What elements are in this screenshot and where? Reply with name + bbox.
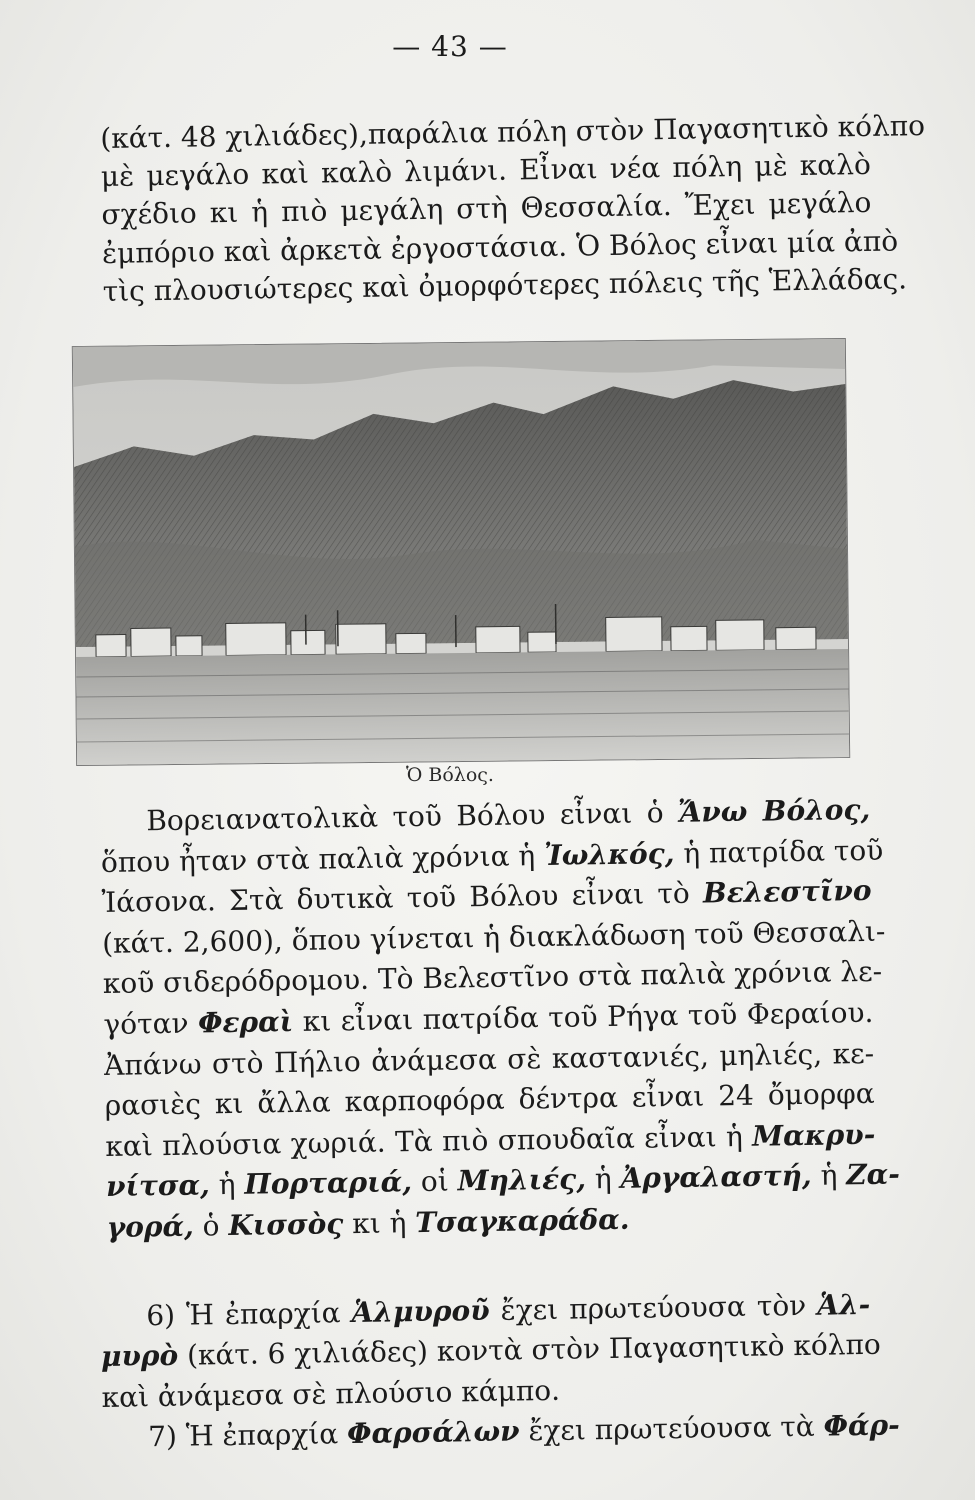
- paragraph-provinces: [100, 1285, 901, 1458]
- place-name: Τσαγκαράδα.: [415, 1202, 630, 1240]
- text-line: Ἀπάνω στὸ Πήλιο ἀνάμεσα σὲ καστανιές, μηλιές, κε-: [103, 1036, 875, 1082]
- place-name: Ἰωλκός,: [543, 836, 675, 872]
- text-run: ἡ: [585, 1162, 621, 1196]
- place-name: Ἁλ-: [816, 1287, 871, 1322]
- text-line: μὲ μεγάλο καὶ καλὸ λιμάνι. Εἶναι νέα πόλη μὲ καλὸ: [100, 148, 872, 194]
- place-name: Ἀργαλαστή,: [620, 1159, 812, 1196]
- volos-harbour-photo: [72, 338, 850, 766]
- text-line: τὶς πλουσιώτερες καὶ ὀμορφότερες πόλεις τῆς Ἑλλάδας.: [102, 262, 908, 308]
- text-run: γόταν: [103, 1006, 199, 1041]
- place-name: Φάρ-: [823, 1408, 901, 1443]
- text-run: ἡ πατρίδα τοῦ: [674, 833, 884, 870]
- place-name: Ἄνω Βόλος,: [677, 792, 871, 829]
- text-run: ὅπου ἦταν στὰ παλιὰ χρόνια ἡ: [100, 838, 545, 879]
- text-run: οἱ: [411, 1164, 458, 1199]
- text-run: κι εἶναι πατρίδα τοῦ Ρήγα τοῦ Φεραίου.: [292, 995, 874, 1038]
- text-run: 6) Ἡ ἐπαρχία: [146, 1296, 352, 1333]
- text-run: Ἰάσονα. Στὰ δυτικὰ τοῦ Βόλου εἶναι τὸ: [101, 876, 704, 920]
- place-name: νίτσα,: [105, 1168, 211, 1204]
- text-run: ἔχει πρωτεύουσα τὰ: [519, 1409, 824, 1448]
- text-run: ἡ: [811, 1158, 847, 1193]
- place-name: Πορταριά,: [244, 1165, 413, 1202]
- text-run: ὁ: [193, 1208, 229, 1243]
- text-run: 7) Ἡ ἐπαρχία: [147, 1417, 348, 1454]
- text-line: ρασιὲς κι ἄλλα καρποφόρα δέντρα εἶναι 24 ὄμορφα: [104, 1077, 875, 1123]
- photo-caption: Ὁ Βόλος.: [406, 764, 494, 786]
- place-name: Φαρσάλων: [346, 1414, 520, 1451]
- place-name: γορά,: [106, 1209, 195, 1244]
- paragraph-volos-description: [100, 108, 926, 311]
- text-run: ἡ: [209, 1168, 245, 1202]
- text-run: καὶ πλούσια χωριά. Τὰ πιὸ σπουδαῖα εἶναι ἡ: [105, 1119, 753, 1163]
- text-run: Βορειανατολικὰ τοῦ Βόλου εἶναι ὁ: [146, 795, 679, 838]
- page-number: — 43 —: [392, 30, 508, 63]
- text-line: καὶ ἀνάμεσα σὲ πλούσιο κάμπο.: [101, 1373, 561, 1414]
- text-run: κι ἡ: [343, 1206, 416, 1241]
- text-line: σχέδιο κι ἡ πιὸ μεγάλη στὴ Θεσσαλία. Ἔχει μεγάλο: [101, 186, 872, 232]
- text-line: (κάτ. 2,600), ὅπου γίνεται ἡ διακλάδωση τοῦ Θεσσαλι-: [101, 914, 886, 960]
- place-name: Φεραὶ: [197, 1004, 294, 1040]
- place-name: Μακρυ-: [751, 1117, 876, 1153]
- text-run: ἔχει πρωτεύουσα τὸν: [489, 1288, 818, 1327]
- place-name: μυρὸ: [100, 1339, 179, 1374]
- place-name: Βελεστῖνο: [702, 874, 872, 910]
- place-name: Κισσὸς: [228, 1207, 344, 1242]
- paragraph-volos-region: [100, 790, 901, 1249]
- place-name: Ἁλμυροῦ: [351, 1293, 490, 1330]
- text-line: κοῦ σιδερόδρομου. Τὸ Βελεστῖνο στὰ παλιὰ χρόνια λε-: [102, 955, 883, 1001]
- place-name: Μηλιές,: [457, 1162, 587, 1198]
- text-line: ἐμπόριο καὶ ἀρκετὰ ἐργοστάσια. Ὁ Βόλος εἶναι μία ἀπὸ: [101, 224, 899, 270]
- text-line: (κάτ. 48 χιλιάδες),παράλια πόλη στὸν Παγασητικὸ κόλπο: [100, 109, 926, 155]
- text-run: (κάτ. 6 χιλιάδες) κοντὰ στὸν Παγασητικὸ κόλπο: [177, 1328, 882, 1373]
- place-name: Ζα-: [845, 1157, 901, 1192]
